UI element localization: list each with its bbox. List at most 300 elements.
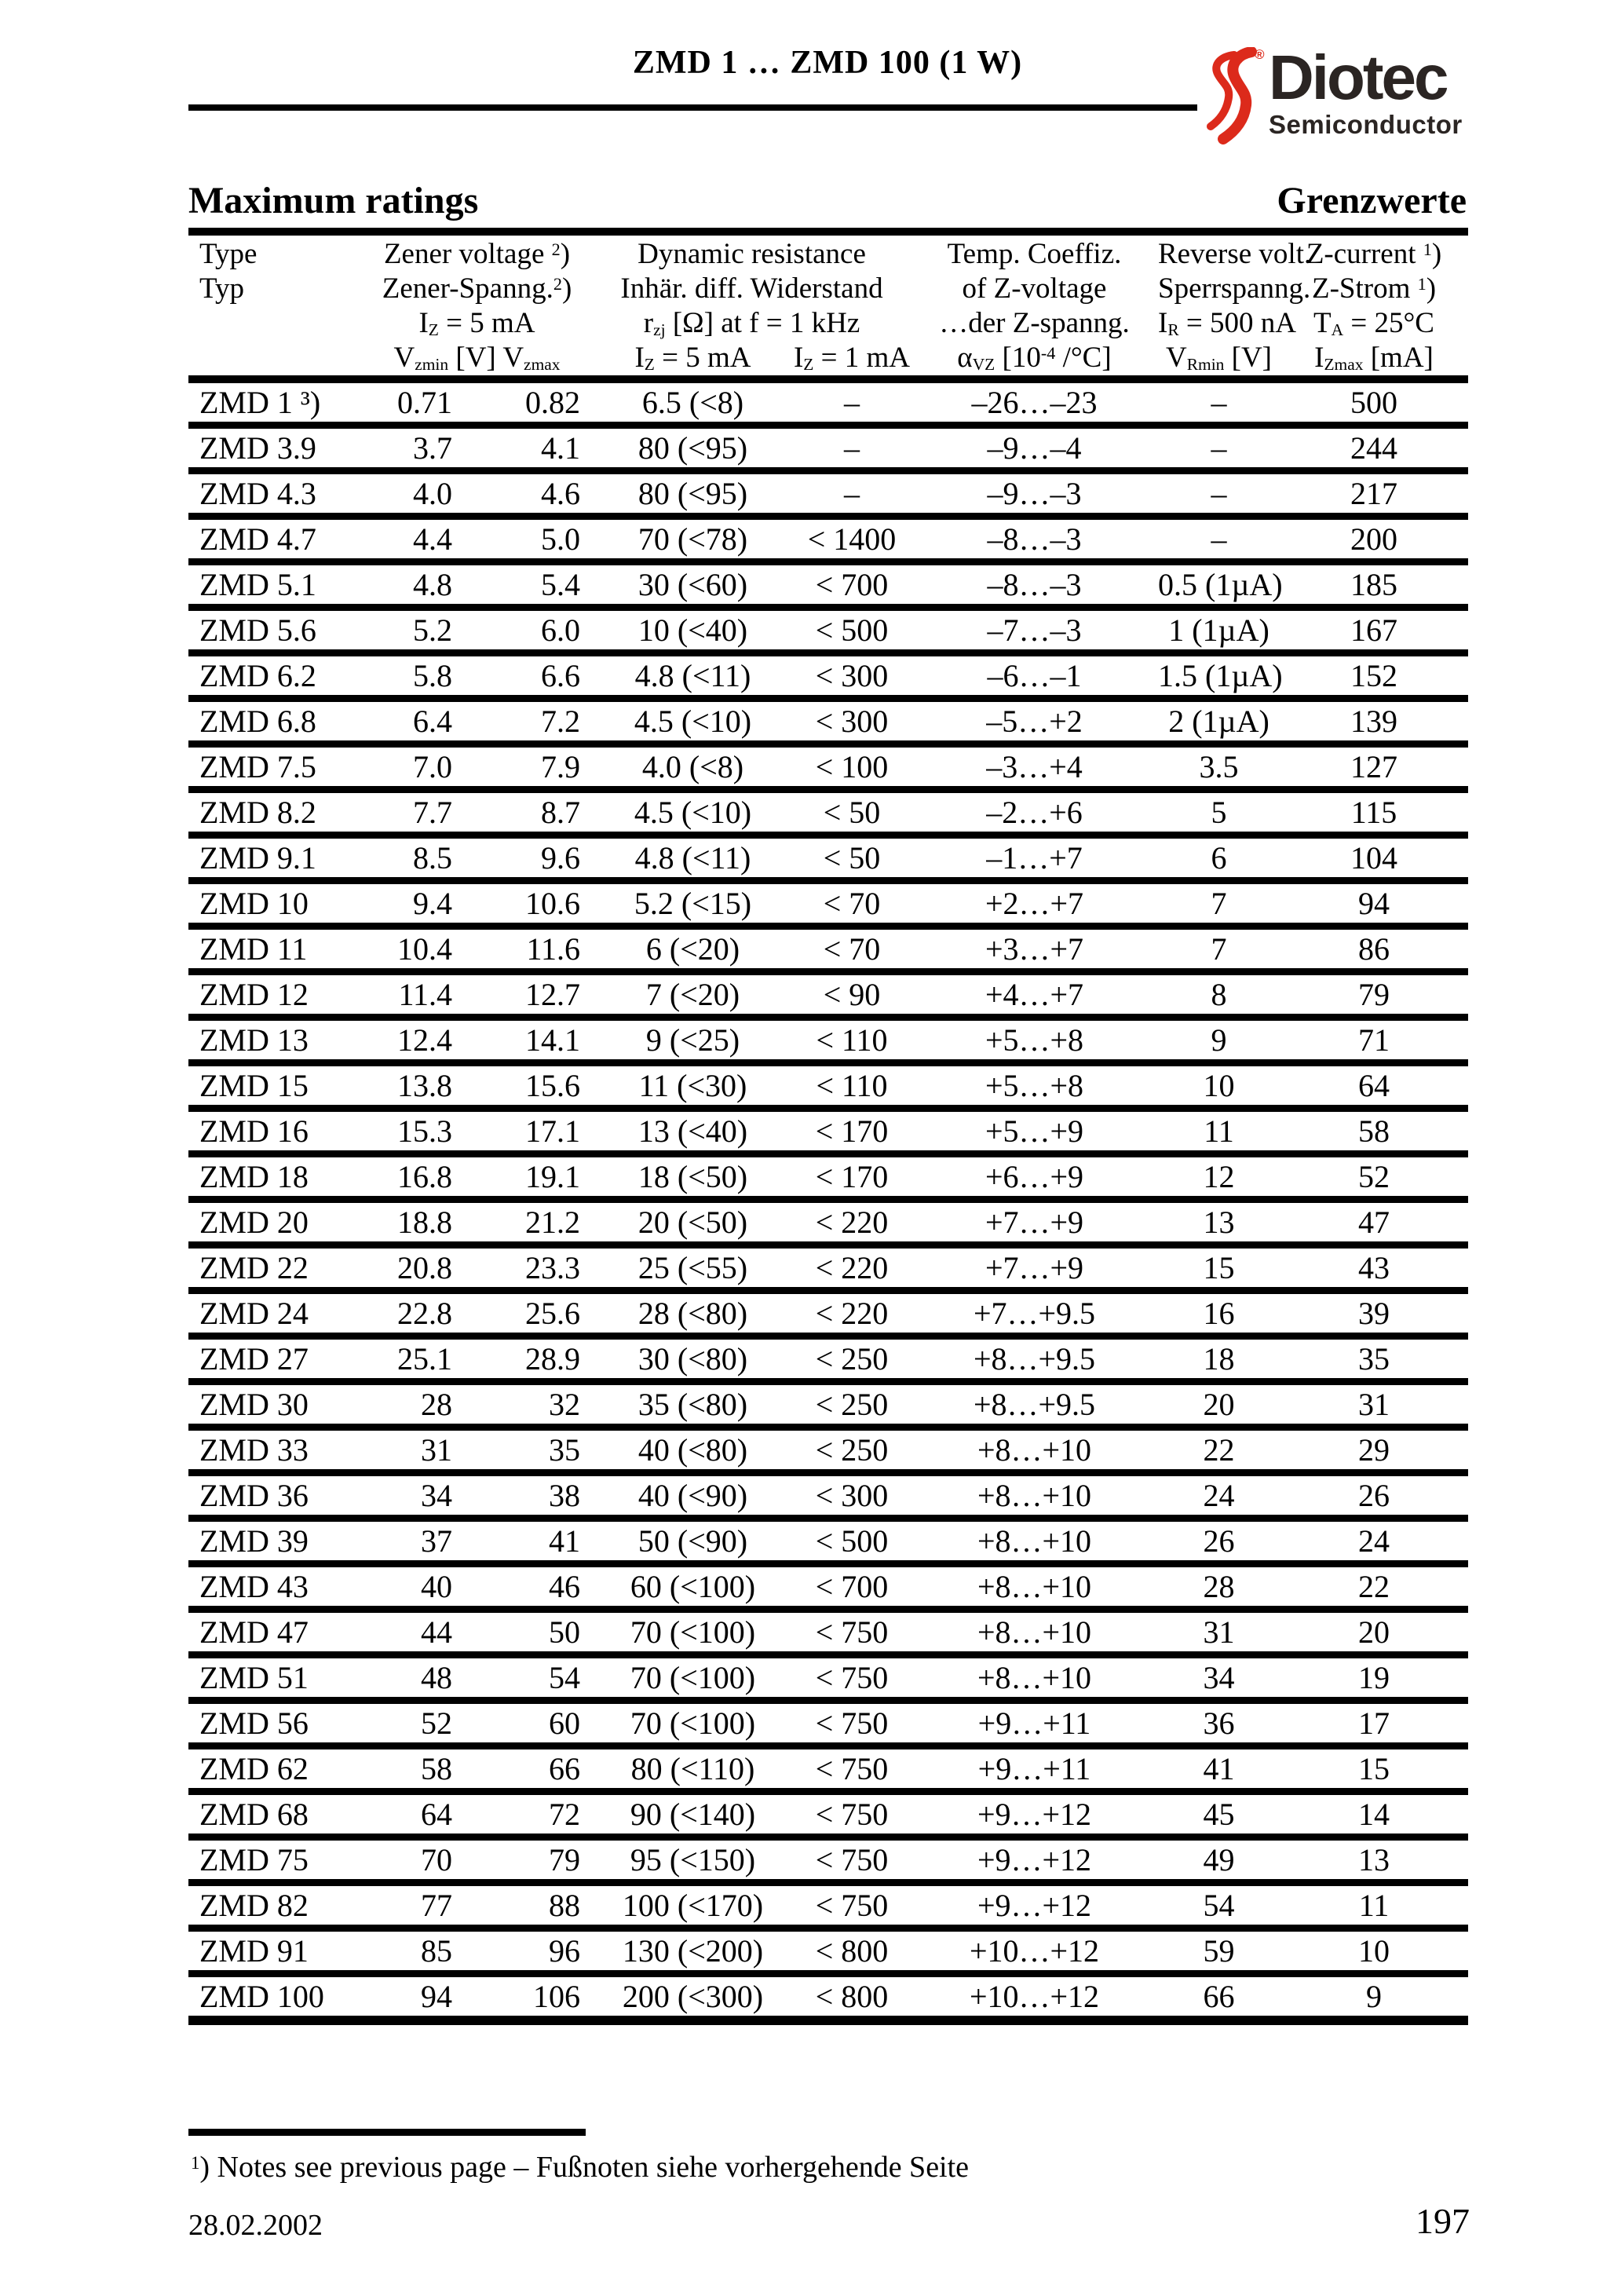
cell-vzmax: 54 — [549, 1660, 580, 1695]
cell-vzmin: 6.4 — [413, 704, 452, 739]
row-separator-rule — [188, 467, 1468, 474]
table-row — [188, 429, 1468, 467]
cell-vzmax: 4.6 — [541, 476, 580, 511]
row-separator-rule — [188, 1150, 1468, 1157]
cell-type: ZMD 7.5 — [199, 749, 316, 784]
table-row — [188, 1157, 1468, 1196]
cell-type: ZMD 5.6 — [199, 612, 316, 648]
cell-rzj-5ma: 80 (<110) — [630, 1751, 755, 1786]
row-separator-rule — [188, 1834, 1468, 1841]
cell-rzj-5ma: 28 (<80) — [637, 1296, 748, 1331]
cell-rzj-5ma: 70 (<78) — [637, 521, 748, 557]
table-row — [188, 1294, 1468, 1333]
cell-vrmin: 6 — [1211, 840, 1227, 876]
cell-rzj-5ma: 80 (<95) — [637, 430, 748, 466]
cell-izmax: 200 — [1350, 521, 1397, 557]
cell-vzmax: 15.6 — [525, 1068, 580, 1103]
cell-vrmin: – — [1211, 430, 1227, 466]
cell-rzj-1ma: < 50 — [823, 840, 881, 876]
cell-vzmin: 64 — [421, 1797, 452, 1832]
cell-izmax: 64 — [1358, 1068, 1390, 1103]
cell-alpha-vz: +2…+7 — [985, 886, 1084, 921]
table-row — [188, 1431, 1468, 1469]
row-separator-rule — [188, 1970, 1468, 1977]
section-heading-row — [188, 179, 1467, 222]
cell-vrmin: 49 — [1203, 1842, 1235, 1877]
cell-vzmin: 0.71 — [397, 385, 452, 420]
table-row — [188, 611, 1468, 649]
col-unit-rzj-5ma: $I_Z = 5$ mA — [634, 342, 751, 374]
table-row — [188, 702, 1468, 740]
cell-rzj-1ma: < 250 — [815, 1432, 889, 1468]
cell-vzmax: 46 — [549, 1569, 580, 1604]
diotec-logo — [1206, 42, 1473, 163]
cell-vzmax: 7.9 — [541, 749, 580, 784]
table-row — [188, 474, 1468, 513]
cell-izmax: 127 — [1350, 749, 1397, 784]
cell-vzmax: 41 — [549, 1523, 580, 1559]
cell-rzj-5ma: 18 (<50) — [637, 1159, 748, 1194]
cell-rzj-1ma: < 750 — [815, 1706, 889, 1741]
cell-vzmax: 72 — [549, 1797, 580, 1832]
cell-rzj-5ma: 70 (<100) — [630, 1614, 756, 1650]
col-header-type-de: Typ — [199, 272, 245, 305]
cell-vzmin: 22.8 — [397, 1296, 452, 1331]
cell-vzmax: 19.1 — [525, 1159, 580, 1194]
cell-alpha-vz: –1…+7 — [986, 840, 1083, 876]
cell-vzmin: 3.7 — [413, 430, 452, 466]
cell-vzmax: 28.9 — [525, 1341, 580, 1377]
footnote-rule — [188, 2129, 586, 2136]
col-header-dynres-de: Inhär. diff. Widerstand — [620, 272, 883, 305]
cell-vrmin: – — [1211, 476, 1227, 511]
cell-vrmin: 26 — [1203, 1523, 1235, 1559]
cell-type: ZMD 43 — [199, 1569, 309, 1604]
cell-type: ZMD 16 — [199, 1113, 309, 1149]
cell-rzj-1ma: < 220 — [815, 1205, 889, 1240]
cell-vzmin: 4.8 — [413, 567, 452, 602]
cell-izmax: 19 — [1358, 1660, 1390, 1695]
cell-izmax: 24 — [1358, 1523, 1390, 1559]
row-separator-rule — [188, 1879, 1468, 1886]
cell-alpha-vz: +9…+11 — [977, 1706, 1091, 1741]
table-row — [188, 1066, 1468, 1105]
cell-vzmax: 23.3 — [525, 1250, 580, 1285]
cell-type: ZMD 39 — [199, 1523, 309, 1559]
cell-rzj-1ma: < 110 — [816, 1022, 888, 1058]
table-row — [188, 884, 1468, 923]
cell-vrmin: 12 — [1203, 1159, 1235, 1194]
cell-vrmin: 59 — [1203, 1933, 1235, 1969]
cell-alpha-vz: +5…+8 — [985, 1022, 1084, 1058]
col-unit-tempco: $\alpha_{VZ}$ [$10^{-4}$ /°C] — [957, 342, 1112, 374]
cell-rzj-5ma: 7 (<20) — [645, 977, 740, 1012]
cell-vrmin: 8 — [1211, 977, 1227, 1012]
cell-rzj-1ma: < 100 — [815, 749, 889, 784]
cell-vrmin: – — [1211, 385, 1227, 420]
cell-vrmin: 31 — [1203, 1614, 1235, 1650]
page-title: ZMD 1 … ZMD 100 (1 W) — [632, 45, 1023, 81]
cell-type: ZMD 10 — [199, 886, 309, 921]
cell-rzj-5ma: 4.8 (<11) — [634, 658, 751, 693]
cell-rzj-5ma: 30 (<80) — [637, 1341, 748, 1377]
cell-rzj-1ma: < 750 — [815, 1888, 889, 1923]
cell-type: ZMD 9.1 — [199, 840, 316, 876]
cell-izmax: 14 — [1358, 1797, 1390, 1832]
cell-type: ZMD 6.8 — [199, 704, 316, 739]
cell-type: ZMD 56 — [199, 1706, 309, 1741]
cell-izmax: 20 — [1358, 1614, 1390, 1650]
cell-rzj-1ma: < 500 — [815, 612, 889, 648]
row-separator-rule — [188, 923, 1468, 930]
cell-rzj-1ma: < 70 — [823, 886, 881, 921]
row-separator-rule — [188, 1105, 1468, 1112]
cell-type: ZMD 68 — [199, 1797, 309, 1832]
cell-rzj-5ma: 11 (<30) — [638, 1068, 747, 1103]
cell-vzmax: 38 — [549, 1478, 580, 1513]
cell-rzj-5ma: 25 (<55) — [637, 1250, 748, 1285]
table-header — [188, 236, 1468, 375]
cell-rzj-1ma: < 110 — [816, 1068, 888, 1103]
cell-alpha-vz: –8…–3 — [987, 521, 1082, 557]
maximum-ratings-table — [188, 228, 1468, 2025]
cell-rzj-5ma: 6.5 (<8) — [641, 385, 744, 420]
cell-rzj-1ma: < 750 — [815, 1842, 889, 1877]
table-header-rule — [188, 375, 1468, 383]
cell-izmax: 185 — [1350, 567, 1397, 602]
cell-vrmin: 3.5 — [1199, 749, 1239, 784]
cell-type: ZMD 91 — [199, 1933, 309, 1969]
cell-rzj-5ma: 13 (<40) — [637, 1113, 748, 1149]
table-row — [188, 1021, 1468, 1059]
table-row — [188, 1704, 1468, 1742]
table-bottom-rule — [188, 2016, 1468, 2025]
cell-vzmax: 11.6 — [526, 931, 580, 967]
cell-vzmin: 44 — [421, 1614, 452, 1650]
cell-alpha-vz: +5…+9 — [985, 1113, 1084, 1149]
row-separator-rule — [188, 832, 1468, 839]
cell-vrmin: 0.5 (1µA) — [1158, 567, 1283, 602]
table-row — [188, 1932, 1468, 1970]
row-separator-rule — [188, 558, 1468, 565]
cell-vzmax: 21.2 — [525, 1205, 580, 1240]
cell-izmax: 500 — [1350, 385, 1397, 420]
row-separator-rule — [188, 604, 1468, 611]
row-separator-rule — [188, 1697, 1468, 1704]
col-header-reverse-de: Sperrspanng. — [1158, 272, 1311, 305]
cell-vzmin: 77 — [421, 1888, 452, 1923]
logo-text — [1269, 42, 1473, 139]
cell-alpha-vz: +9…+12 — [977, 1842, 1092, 1877]
registered-trademark-icon: ® — [1255, 47, 1265, 62]
cell-rzj-1ma: < 750 — [815, 1614, 889, 1650]
cell-rzj-5ma: 5.2 (<15) — [634, 886, 752, 921]
row-separator-rule — [188, 740, 1468, 748]
row-separator-rule — [188, 786, 1468, 793]
row-separator-rule — [188, 968, 1468, 975]
cell-type: ZMD 100 — [199, 1979, 324, 2014]
cell-alpha-vz: +10…+12 — [969, 1933, 1100, 1969]
table-row — [188, 1476, 1468, 1515]
cell-vzmax: 5.4 — [541, 567, 580, 602]
cell-vrmin: 1 (1µA) — [1168, 612, 1269, 648]
cell-alpha-vz: +8…+10 — [977, 1614, 1092, 1650]
cell-vzmax: 32 — [549, 1387, 580, 1422]
col-header-reverse-en: Reverse volt. — [1158, 238, 1312, 270]
cell-izmax: 115 — [1350, 795, 1397, 830]
cell-izmax: 31 — [1358, 1387, 1390, 1422]
table-row — [188, 839, 1468, 877]
cell-izmax: 86 — [1358, 931, 1390, 967]
cell-vrmin: 9 — [1211, 1022, 1227, 1058]
cell-izmax: 94 — [1358, 886, 1390, 921]
cell-type: ZMD 11 — [199, 931, 308, 967]
cell-rzj-5ma: 4.0 (<8) — [641, 749, 744, 784]
cell-type: ZMD 15 — [199, 1068, 309, 1103]
cell-rzj-1ma: < 250 — [815, 1387, 889, 1422]
cell-vrmin: 11 — [1204, 1113, 1234, 1149]
col-header-tempco-en: Temp. Coeffiz. — [947, 238, 1122, 270]
cell-alpha-vz: –3…+4 — [986, 749, 1083, 784]
cell-izmax: 104 — [1350, 840, 1397, 876]
row-separator-rule — [188, 1469, 1468, 1476]
row-separator-rule — [188, 1925, 1468, 1932]
col-header-zener-en: Zener voltage $^2$) — [383, 238, 571, 270]
cell-izmax: 11 — [1358, 1888, 1390, 1923]
table-row — [188, 793, 1468, 832]
cell-rzj-1ma: < 300 — [815, 658, 889, 693]
cell-vzmax: 8.7 — [541, 795, 580, 830]
cell-izmax: 17 — [1358, 1706, 1390, 1741]
cell-vzmax: 7.2 — [541, 704, 580, 739]
cell-alpha-vz: +8…+10 — [977, 1660, 1092, 1695]
col-unit-reverse: $V_{Rmin}$ [V] — [1165, 342, 1273, 374]
cell-vzmax: 35 — [549, 1432, 580, 1468]
row-separator-rule — [188, 649, 1468, 656]
row-separator-rule — [188, 1606, 1468, 1613]
cell-vzmax: 79 — [549, 1842, 580, 1877]
cell-rzj-1ma: < 90 — [823, 977, 881, 1012]
cell-izmax: 152 — [1350, 658, 1397, 693]
cell-izmax: 79 — [1358, 977, 1390, 1012]
table-row — [188, 1567, 1468, 1606]
cell-vzmin: 31 — [421, 1432, 452, 1468]
cell-vrmin: 66 — [1203, 1979, 1235, 2014]
cell-rzj-5ma: 40 (<80) — [637, 1432, 748, 1468]
cell-rzj-5ma: 100 (<170) — [622, 1888, 764, 1923]
cell-rzj-1ma: < 220 — [815, 1296, 889, 1331]
cell-alpha-vz: –7…–3 — [987, 612, 1082, 648]
cell-type: ZMD 22 — [199, 1250, 309, 1285]
cell-izmax: 47 — [1358, 1205, 1390, 1240]
cell-rzj-1ma: < 750 — [815, 1660, 889, 1695]
table-row — [188, 1203, 1468, 1241]
row-separator-rule — [188, 877, 1468, 884]
cell-rzj-1ma: – — [844, 476, 860, 511]
cell-alpha-vz: +8…+10 — [977, 1569, 1092, 1604]
cell-vzmax: 50 — [549, 1614, 580, 1650]
table-row — [188, 1886, 1468, 1925]
row-separator-rule — [188, 1515, 1468, 1522]
cell-rzj-1ma: < 1400 — [807, 521, 897, 557]
cell-rzj-5ma: 6 (<20) — [645, 931, 740, 967]
section-title-en: Maximum ratings — [188, 180, 479, 221]
col-header-dynres-en: Dynamic resistance — [637, 238, 866, 270]
table-row — [188, 930, 1468, 968]
cell-izmax: 139 — [1350, 704, 1397, 739]
row-separator-rule — [188, 1241, 1468, 1249]
row-separator-rule — [188, 1378, 1468, 1385]
cell-alpha-vz: +8…+10 — [977, 1432, 1092, 1468]
cell-vzmax: 6.0 — [541, 612, 580, 648]
cell-type: ZMD 3.9 — [199, 430, 316, 466]
table-row — [188, 1795, 1468, 1834]
cell-alpha-vz: +9…+11 — [977, 1751, 1091, 1786]
cell-vrmin: 24 — [1203, 1478, 1235, 1513]
table-row — [188, 1340, 1468, 1378]
document-date: 28.02.2002 — [188, 2209, 323, 2242]
cell-vzmin: 8.5 — [413, 840, 452, 876]
cell-vzmin: 10.4 — [397, 931, 452, 967]
page-number: 197 — [1416, 2201, 1470, 2241]
cell-vzmin: 70 — [421, 1842, 452, 1877]
cell-izmax: 39 — [1358, 1296, 1390, 1331]
cell-vzmin: 5.8 — [413, 658, 452, 693]
cell-vzmin: 85 — [421, 1933, 452, 1969]
cell-rzj-1ma: < 700 — [815, 1569, 889, 1604]
cell-alpha-vz: –9…–4 — [987, 430, 1082, 466]
cell-rzj-5ma: 40 (<90) — [637, 1478, 748, 1513]
cell-vzmin: 13.8 — [397, 1068, 452, 1103]
cell-vzmax: 14.1 — [525, 1022, 580, 1058]
title-rule — [188, 104, 1197, 111]
cell-rzj-1ma: < 500 — [815, 1523, 889, 1559]
cell-rzj-5ma: 70 (<100) — [630, 1660, 756, 1695]
cell-izmax: 167 — [1350, 612, 1397, 648]
logo-subtitle: Semiconductor — [1269, 110, 1463, 139]
cell-rzj-1ma: < 700 — [815, 567, 889, 602]
cell-vrmin: 5 — [1211, 795, 1227, 830]
cell-rzj-5ma: 90 (<140) — [630, 1797, 756, 1832]
cell-type: ZMD 82 — [199, 1888, 309, 1923]
cell-type: ZMD 13 — [199, 1022, 309, 1058]
cell-alpha-vz: +5…+8 — [985, 1068, 1084, 1103]
cell-vzmin: 7.7 — [413, 795, 452, 830]
cell-rzj-1ma: < 750 — [815, 1751, 889, 1786]
cell-vrmin: 36 — [1203, 1706, 1235, 1741]
cell-izmax: 58 — [1358, 1113, 1390, 1149]
cell-alpha-vz: –6…–1 — [987, 658, 1082, 693]
cell-vzmin: 4.0 — [413, 476, 452, 511]
row-separator-rule — [188, 1287, 1468, 1294]
cell-type: ZMD 4.7 — [199, 521, 316, 557]
cell-izmax: 43 — [1358, 1250, 1390, 1285]
table-row — [188, 1385, 1468, 1424]
cell-vzmin: 16.8 — [397, 1159, 452, 1194]
cell-vzmax: 5.0 — [541, 521, 580, 557]
cell-vzmin: 52 — [421, 1706, 452, 1741]
table-body — [188, 383, 1468, 2025]
cell-type: ZMD 33 — [199, 1432, 309, 1468]
cell-alpha-vz: –2…+6 — [986, 795, 1083, 830]
cell-rzj-1ma: – — [844, 430, 860, 466]
cell-rzj-1ma: – — [844, 385, 860, 420]
cell-vzmin: 11.4 — [398, 977, 452, 1012]
table-row — [188, 1613, 1468, 1651]
table-row — [188, 520, 1468, 558]
col-condition-dynres: $r_{zj}$ [Ω] at f = 1 kHz — [643, 307, 860, 339]
cell-alpha-vz: +8…+9.5 — [973, 1387, 1096, 1422]
table-row — [188, 1977, 1468, 2016]
col-unit-rzj-1ma: $I_Z = 1$ mA — [793, 342, 911, 374]
cell-vzmin: 34 — [421, 1478, 452, 1513]
cell-rzj-5ma: 80 (<95) — [637, 476, 748, 511]
cell-vzmax: 9.6 — [541, 840, 580, 876]
cell-rzj-5ma: 50 (<90) — [637, 1523, 748, 1559]
cell-izmax: 22 — [1358, 1569, 1390, 1604]
cell-rzj-1ma: < 800 — [815, 1933, 889, 1969]
cell-type: ZMD 47 — [199, 1614, 309, 1650]
cell-rzj-1ma: < 70 — [823, 931, 881, 967]
cell-type: ZMD 6.2 — [199, 658, 316, 693]
cell-izmax: 52 — [1358, 1159, 1390, 1194]
col-header-zcurrent-de: Z-Strom $^1$) — [1311, 272, 1437, 305]
cell-vrmin: 28 — [1203, 1569, 1235, 1604]
cell-alpha-vz: +9…+12 — [977, 1797, 1092, 1832]
cell-vzmax: 25.6 — [525, 1296, 580, 1331]
cell-type: ZMD 62 — [199, 1751, 309, 1786]
cell-izmax: 71 — [1358, 1022, 1390, 1058]
cell-vrmin: 1.5 (1µA) — [1158, 658, 1283, 693]
row-separator-rule — [188, 1742, 1468, 1749]
row-separator-rule — [188, 1333, 1468, 1340]
table-row — [188, 975, 1468, 1014]
cell-vzmax: 12.7 — [525, 977, 580, 1012]
cell-alpha-vz: +7…+9.5 — [973, 1296, 1096, 1331]
table-row — [188, 1658, 1468, 1697]
cell-rzj-5ma: 10 (<40) — [637, 612, 748, 648]
cell-vzmin: 94 — [421, 1979, 452, 2014]
cell-alpha-vz: +8…+10 — [977, 1523, 1092, 1559]
cell-vzmin: 40 — [421, 1569, 452, 1604]
cell-izmax: 29 — [1358, 1432, 1390, 1468]
cell-alpha-vz: +8…+10 — [977, 1478, 1092, 1513]
cell-rzj-1ma: < 300 — [815, 1478, 889, 1513]
cell-vzmax: 60 — [549, 1706, 580, 1741]
col-unit-zcurrent: $I_{Zmax}$ [mA] — [1314, 342, 1434, 374]
cell-vrmin: – — [1211, 521, 1227, 557]
cell-vrmin: 22 — [1203, 1432, 1235, 1468]
cell-vrmin: 41 — [1203, 1751, 1235, 1786]
cell-rzj-1ma: < 170 — [815, 1159, 889, 1194]
cell-izmax: 35 — [1358, 1341, 1390, 1377]
cell-izmax: 9 — [1366, 1979, 1382, 2014]
table-row — [188, 565, 1468, 604]
row-separator-rule — [188, 513, 1468, 520]
cell-alpha-vz: –9…–3 — [987, 476, 1082, 511]
cell-izmax: 13 — [1358, 1842, 1390, 1877]
cell-rzj-5ma: 4.8 (<11) — [634, 840, 751, 876]
cell-rzj-1ma: < 800 — [815, 1979, 889, 2014]
col-header-tempco-de: of Z-voltage — [962, 272, 1107, 305]
cell-alpha-vz: +9…+12 — [977, 1888, 1092, 1923]
cell-vrmin: 7 — [1211, 931, 1227, 967]
cell-vzmax: 0.82 — [525, 385, 580, 420]
cell-vzmin: 25.1 — [397, 1341, 452, 1377]
cell-vzmax: 66 — [549, 1751, 580, 1786]
cell-vrmin: 16 — [1203, 1296, 1235, 1331]
section-title-de: Grenzwerte — [1277, 180, 1467, 221]
